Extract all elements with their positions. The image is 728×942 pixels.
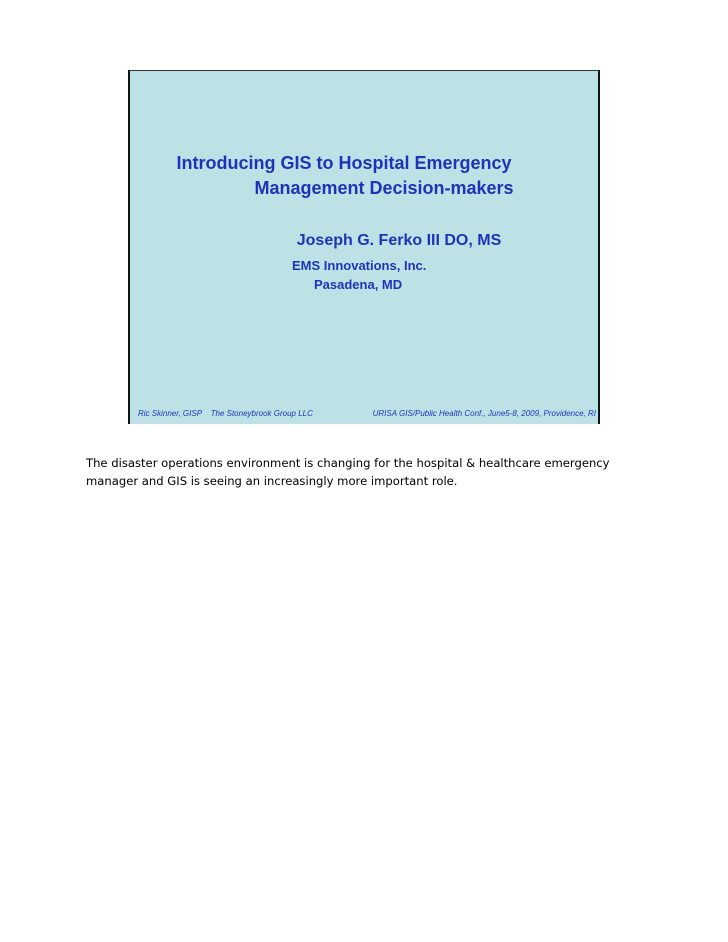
slide-organization: EMS Innovations, Inc. <box>292 258 427 273</box>
speaker-notes: The disaster operations environment is changing for the hospital & healthcare emergency manager and GIS is seeing an increasingly more important role. <box>86 456 610 488</box>
slide-title-line-2: Management Decision-makers <box>254 178 514 198</box>
slide-author: Joseph G. Ferko III DO, MS <box>296 232 502 249</box>
slide-thumbnail <box>128 70 600 424</box>
slide-title <box>130 151 598 201</box>
slide-footer-right: URISA GIS/Public Health Conf., June5-8, 2009, Providence, RI <box>372 409 596 418</box>
slide-title-line-1: Introducing GIS to Hospital Emergency <box>176 153 512 173</box>
slide-location: Pasadena, MD <box>314 277 403 292</box>
slide-footer-left: Ric Skinner, GISP The Stoneybrook Group LLC <box>138 409 313 418</box>
